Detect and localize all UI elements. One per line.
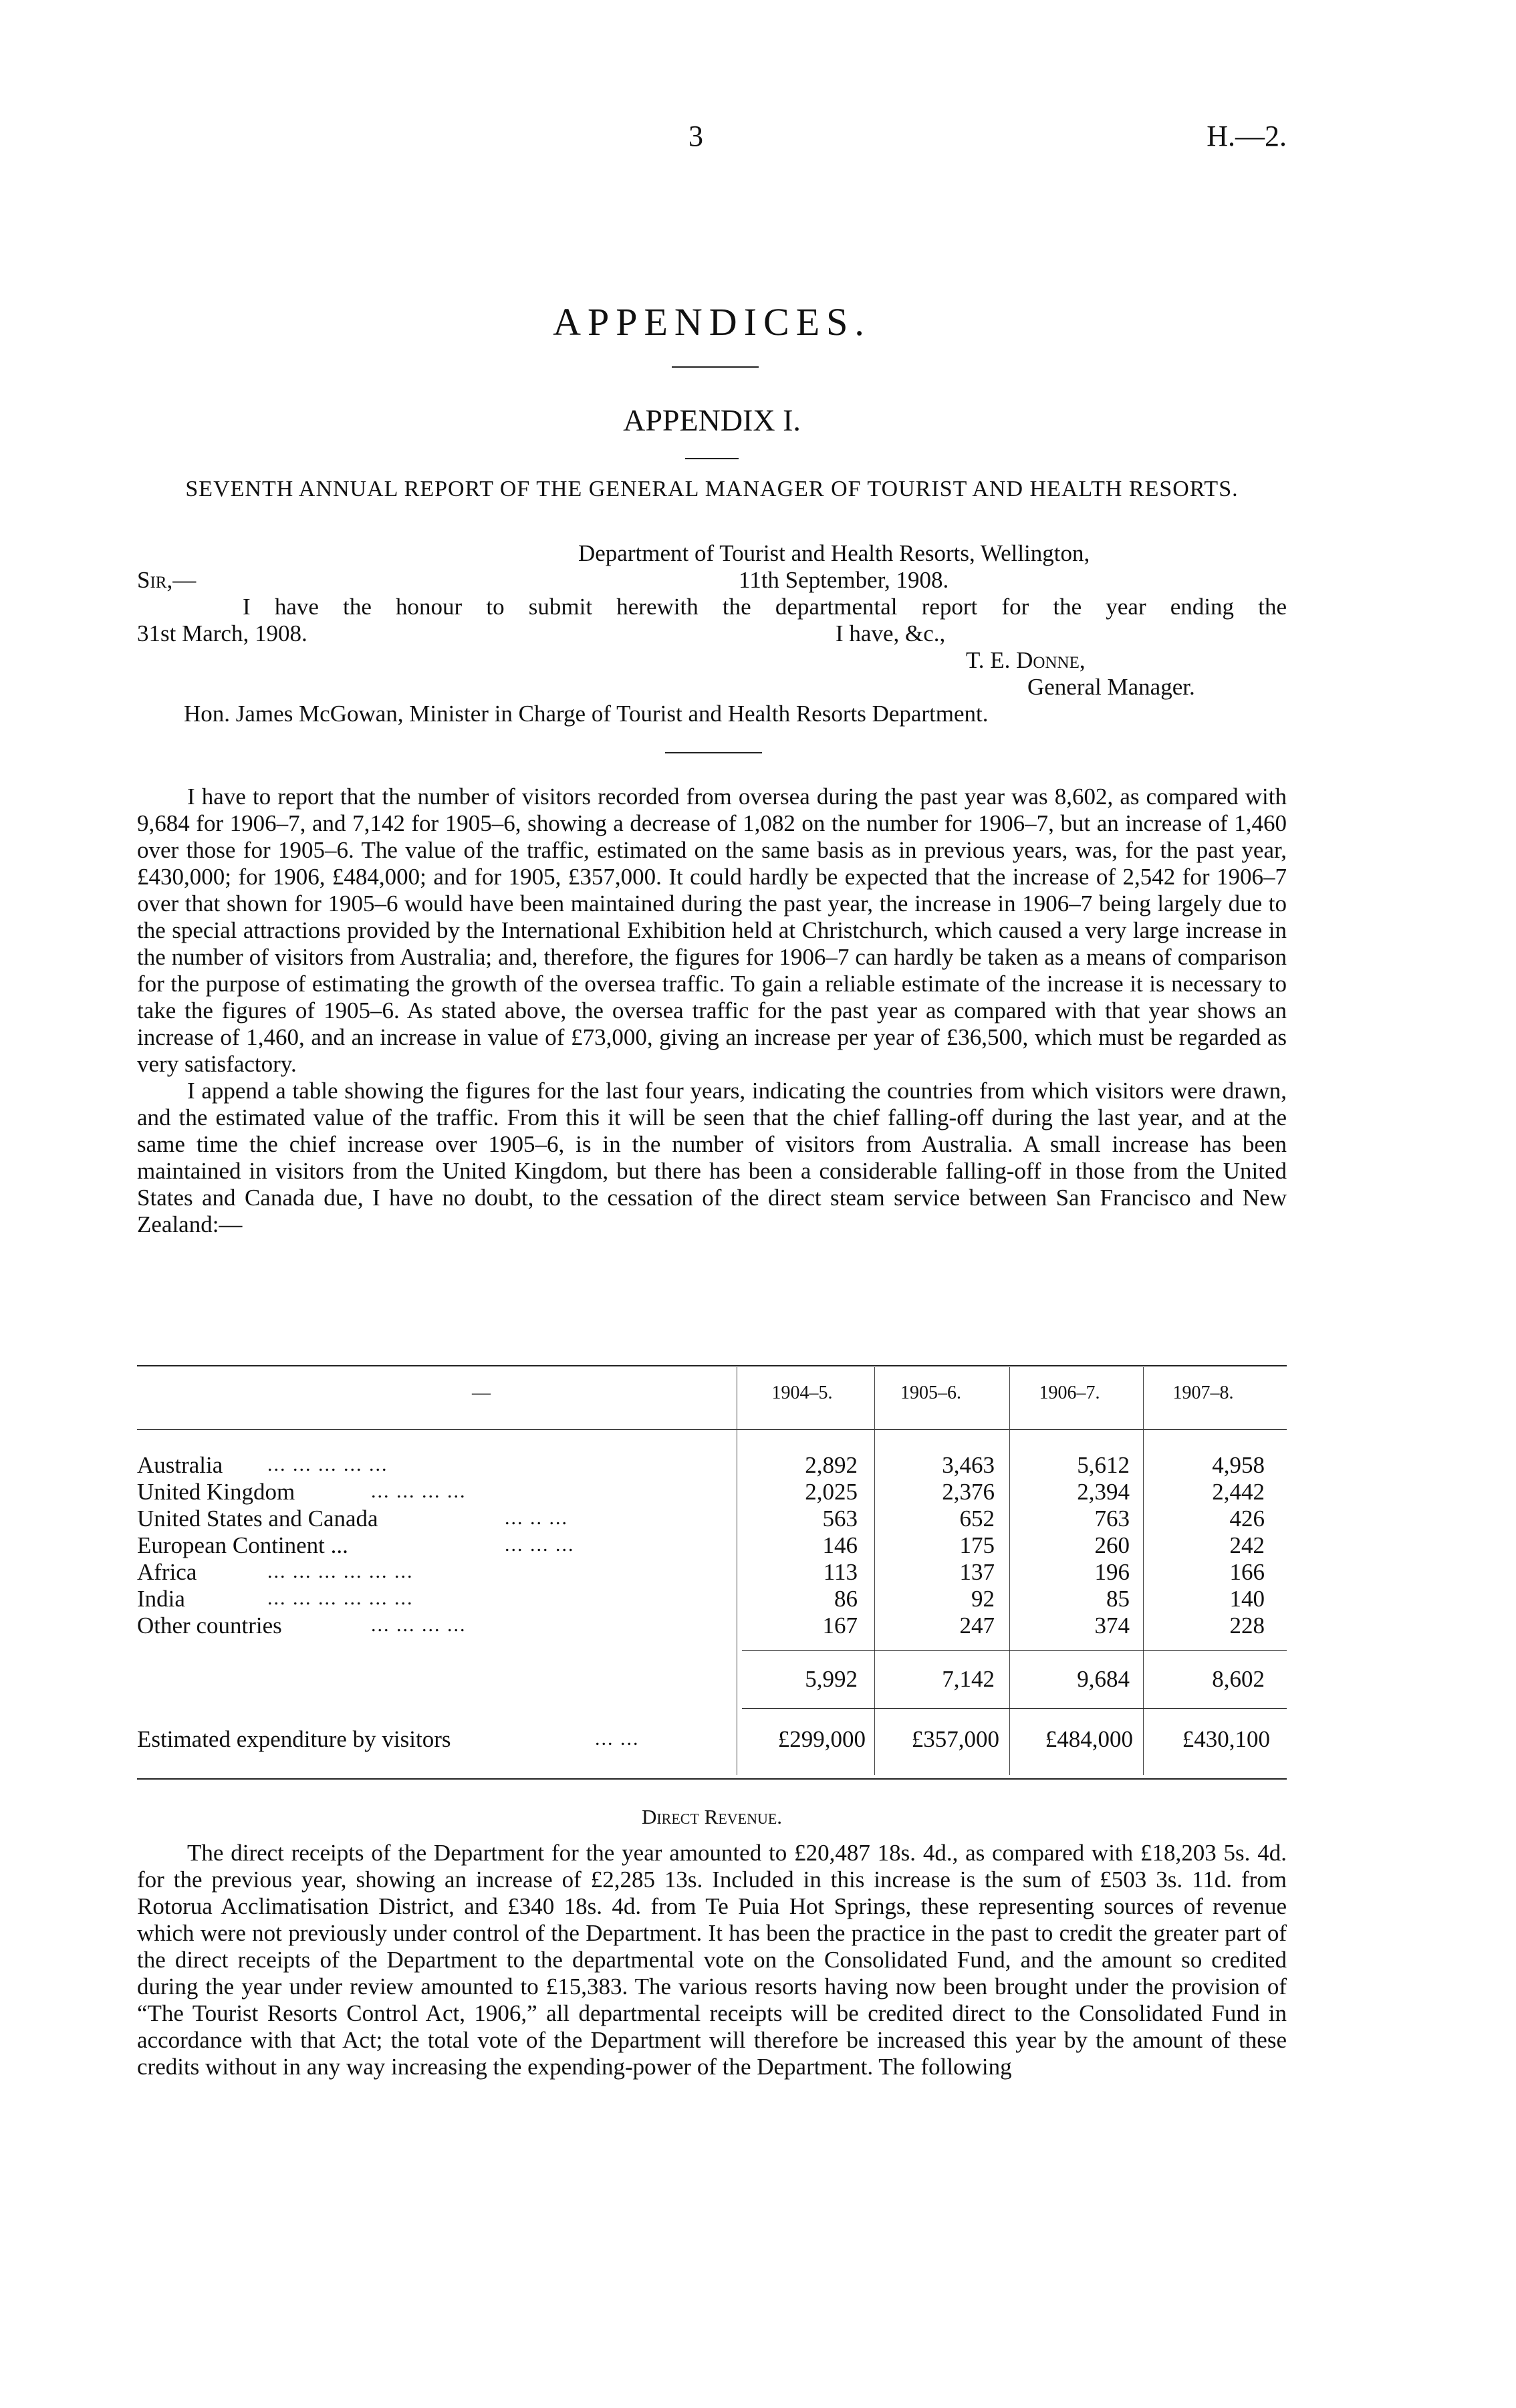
cell-value: 260 [1094,1532,1130,1558]
cell-value: 146 [822,1532,858,1558]
section-heading-direct-revenue: Direct Revenue. [641,1805,783,1828]
cell-value: 92 [971,1586,995,1612]
total-value: 9,684 [1077,1666,1130,1692]
letter-date: 11th September, 1908. [739,567,949,593]
cell-value: 2,376 [942,1479,995,1505]
leader-dots: ... ... ... ... ... ... [267,1587,414,1609]
leader-dots: ... ... ... [505,1534,575,1556]
paragraph-direct-revenue: The direct receipts of the Department for the year amounted to £20,487 18s. 4d., as compared with £18,203 5s. 4d. for the previous year, showing an increase of £2,285 13s. Included in this increase is the sum of £503 3s. 11d. from Rotorua Acclimatisation District, and £340 18s. 4d. from Te Puia Hot Springs, these representing sources of revenue which were not previously under control of the Department. It has been the practice in the past to credit the greater part of the direct receipts of the Department to the departmental vote on the Consolidated Fund, and the amount so credited during the year under review amounted to £15,383. The various resorts having now been brought under the provision of “The Tourist Resorts Control Act, 1906,” all departmental receipts will be credited direct to the Consolidated Fund in accordance with that Act; the total vote of the Department will therefore be increased this year by the amount of these credits without in any way increasing the expending-power of the Department. The following [137,1840,1287,2080]
paragraph-visitors-summary: I have to report that the number of visitors recorded from oversea during the past year was 8,602, as compared with 9,684 for 1906–7, and 7,142 for 1905–6, showing a decrease of 1,082 on the number for 1906–7, but an increase of 1,460 over those for 1905–6. The value of the traffic, estimated on the same basis as in previous years, was, for the past year, £430,000; for 1906, £484,000; and for 1905, £357,000. It could hardly be expected that the increase of 2,542 for 1906–7 over that shown for 1905–6 would have been maintained during the past year, the increase in 1906–7 being largely due to the special attractions provided by the International Exhibition held at Christchurch, which caused a very large increase in the number of visitors from Australia; and, therefore, the figures for 1906–7 can hardly be taken as a means of comparison for the purpose of estimating the growth of the oversea traffic. To gain a reliable estimate of the increase it is necessary to take the figures of 1905–6. As stated above, the oversea traffic for the past year as compared with that year shows an increase of 1,460, and an increase in value of £73,000, giving an increase per year of £36,500, which must be regarded as very satisfactory. [137,784,1287,1077]
table-top-rule [137,1365,1287,1366]
letter-addressee: Hon. James McGowan, Minister in Charge of Tourist and Health Resorts Department. [184,701,989,727]
cell-value: 4,958 [1212,1452,1265,1478]
leader-dots: ... ... ... ... ... [267,1453,388,1475]
cell-value: 137 [959,1559,995,1585]
letter-body-line1: I have the honour to submit herewith the departmental report for the year ending the [243,594,1287,620]
expenditure-value: £299,000 [777,1726,866,1752]
row-label-united-kingdom: United Kingdom [137,1479,295,1505]
leader-dots: ... .. ... [505,1507,568,1529]
cell-value: 3,463 [942,1452,995,1478]
table-bottom-rule [137,1778,1287,1780]
column-header-1906: 1906–7. [1039,1382,1100,1403]
expenditure-value: £357,000 [911,1726,999,1752]
cell-value: 85 [1106,1586,1130,1612]
expenditure-label: Estimated expenditure by visitors [137,1726,451,1752]
cell-value: 563 [822,1506,858,1532]
cell-value: 763 [1094,1506,1130,1532]
document-reference: H.—2. [1207,120,1287,152]
table-corner: — [472,1382,491,1403]
expenditure-value: £430,100 [1182,1726,1270,1752]
column-header-1905: 1905–6. [900,1382,961,1403]
cell-value: 2,394 [1077,1479,1130,1505]
cell-value: 374 [1094,1612,1130,1639]
column-divider [1009,1367,1010,1775]
total-value: 5,992 [805,1666,858,1692]
cell-value: 5,612 [1077,1452,1130,1478]
row-label-australia: Australia [137,1452,223,1478]
column-header-1904: 1904–5. [771,1382,833,1403]
cell-value: 175 [959,1532,995,1558]
table-header-rule [137,1429,1287,1430]
row-label-european-continent: European Continent ... [137,1532,348,1558]
divider [672,366,759,368]
paragraph-table-intro: I append a table showing the figures for the last four years, indicating the countries from which visitors were drawn, and the estimated value of the traffic. From this it will be seen that the chief falling-off during the last year, and at the same time the chief increase over 1905–6, is in the number of visitors from Australia. A small increase has been maintained in visitors from the United Kingdom, but there has been a considerable falling-off in those from the United States and Canada due, I have no doubt, to the cessation of the direct steam service between San Francisco and New Zealand:— [137,1078,1287,1237]
total-value: 8,602 [1212,1666,1265,1692]
cell-value: 652 [959,1506,995,1532]
row-label-india: India [137,1586,185,1612]
total-value: 7,142 [942,1666,995,1692]
expenditure-rule [742,1708,1287,1709]
report-body [137,784,1287,1238]
letter-signature: T. E. Donne, [966,647,1086,673]
cell-value: 2,025 [805,1479,858,1505]
leader-dots: ... ... ... ... [371,1614,467,1636]
cell-value: 167 [822,1612,858,1639]
cell-value: 113 [823,1559,858,1585]
report-title: SEVENTH ANNUAL REPORT OF THE GENERAL MANAGER OF TOURIST AND HEALTH RESORTS. [185,477,1239,501]
page-number: 3 [688,120,703,152]
cell-value: 426 [1229,1506,1265,1532]
column-header-1907: 1907–8. [1172,1382,1234,1403]
divider [665,752,762,753]
cell-value: 2,892 [805,1452,858,1478]
cell-value: 166 [1229,1559,1265,1585]
appendices-title: APPENDICES. [553,300,871,344]
cell-value: 242 [1229,1532,1265,1558]
column-divider [1143,1367,1144,1775]
leader-dots: ... ... ... ... ... ... [267,1560,414,1582]
cell-value: 2,442 [1212,1479,1265,1505]
row-label-africa: Africa [137,1559,197,1585]
cell-value: 86 [834,1586,858,1612]
cell-value: 247 [959,1612,995,1639]
appendix-title: APPENDIX I. [623,403,801,437]
letter-address: Department of Tourist and Health Resorts, Wellington, [578,540,1090,566]
cell-value: 196 [1094,1559,1130,1585]
column-divider [874,1367,875,1775]
leader-dots: ... ... ... ... [371,1480,467,1502]
totals-rule [742,1650,1287,1651]
leader-dots: ... ... [595,1727,640,1750]
expenditure-value: £484,000 [1045,1726,1133,1752]
letter-signature-title: General Manager. [1027,674,1195,700]
letter-closing: I have, &c., [836,620,946,646]
letter-salutation: Sir,— [137,567,197,593]
row-label-united-states-canada: United States and Canada [137,1506,378,1532]
letter-body-line2: 31st March, 1908. [137,620,307,646]
divider [685,458,739,459]
cell-value: 228 [1229,1612,1265,1639]
row-label-other-countries: Other countries [137,1612,282,1639]
direct-revenue-body [137,1840,1287,2080]
cell-value: 140 [1229,1586,1265,1612]
